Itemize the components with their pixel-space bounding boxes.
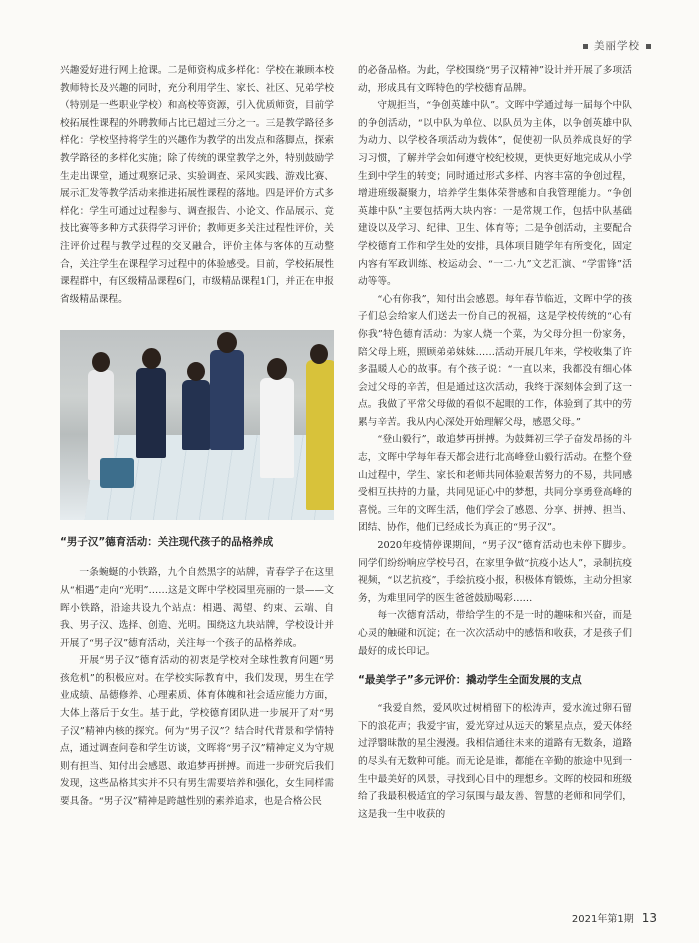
bullet-square-icon [646,44,651,49]
body-paragraph: 每一次德育活动，带给学生的不是一时的趣味和兴奋，而是心灵的触碰和沉淀；在一次次活动中的感悟和收获，才是孩子们最好的成长印记。 [358,610,632,657]
section-heading: “最美学子”多元评价：撬动学生全面发展的支点 [358,674,582,687]
left-column [60,62,334,811]
student-figure [260,378,294,478]
body-paragraph: 一条蜿蜒的小铁路，九个自然黑字的站牌，青春学子在这里从“相遇”走向“光明”……这是文晖中学校园里亮丽的一景——文晖小铁路，沿途共设九个站点：相遇、渴望、约束、云端、自我、男子汉、选择、创造、光明。围绕这九块站牌，学校设计并开展了“男子汉”德育活动，关注每一个孩子的品格养成。 [60,567,334,649]
section-title: 美丽学校 [594,40,640,52]
page-number: 13 [641,911,657,925]
student-figure [306,360,334,510]
body-paragraph: “登山毅行”，敢追梦再拼搏。为鼓舞初三学子奋发昂扬的斗志，文晖中学每年春天都会进行北高峰登山毅行活动。在整个登山过程中，学生、家长和老师共同体验艰苦努力的不易，共同感受相互扶持的力量，共同见证心中的梦想，共同分享勇登高峰的喜悦。三年的文晖生活，他们学会了感恩、分享、拼搏、担当、团结、协作，他们已经成长为真正的“男子汉”。 [358,434,632,534]
article-photo [60,330,334,520]
page-footer [572,910,657,925]
body-paragraph: 开展“男子汉”德育活动的初衷是学校对全球性教育问题“男孩危机”的积极应对。在学校实际教育中，我们发现，男生在学业成绩、品德修养、心理素质、体育体魄和社会适应能力方面，大体上落后于女生。基于此，学校德育团队进一步展开了对“男子汉”精神内核的探究。何为“男子汉”？结合时代背景和学情特点，通过调查问卷和学生访谈，文晖将“男子汉”精神定义为守规则有担当、知付出会感恩、敢追梦再拼搏。而进一步研究后我们发现，这些品格其实并不只有男生需要培养和强化，女生同样需要具备。“男子汉”精神是跨越性别的素养追求，也是合格公民 [60,655,334,808]
body-paragraph: 守规拒当，“争创英雄中队”。文晖中学通过每一届每个中队的争创活动，“以中队为单位、以队员为主体，以争创英雄中队为动力、以学校各项活动为载体”，促使初一队员养成良好的学习习惯，了解并学会如何遵守校纪校规，更快更好地完成从小学生到中学生的转变；同时通过形式多样、内容丰富的争创过程，增进班级凝聚力，培养学生集体荣誉感和自我管理能力。“争创英雄中队”主要包括两大块内容：一是常规工作，包括中队基础建设以及学习、纪律、卫生、体育等；二是争创活动，主要配合学校德育工作和学生处的安排，具体项目随学年有所变化，固定内容有军政训练、校运动会、“一二·九”文艺汇演、“学雷锋”活动等等。 [358,100,632,288]
student-figure [136,368,166,458]
student-figure [182,380,210,450]
bullet-square-icon [583,44,588,49]
right-column [358,62,632,823]
photo-caption: “男子汉”德育活动：关注现代孩子的品格养成 [60,536,274,549]
issue-label: 2021年第1期 [571,914,634,925]
section-header [577,38,657,53]
body-paragraph: “我爱自然，爱风吹过树梢留下的松涛声，爱水流过卵石留下的浪花声；我爱宇宙，爱光穿过从远天的繁星点点，爱天体经过浮翳昧散的星尘漫漫。我相信通往未来的道路有无数条，道路的尽头有无数种可能。而无论是谁，都能在辛勤的旅途中见到一生中最美好的风景，寻找到心目中的理想乡。文晖的校园和班级给了我最积极适宜的学习氛围与最友善、智慧的老师和同学们，这是我一生中收获的 [358,703,632,820]
robot-model [100,458,134,488]
student-figure [210,350,244,450]
body-paragraph: 2020年疫情停课期间，“男子汉”德育活动也未停下脚步。同学们纷纷响应学校号召，在家里争做“抗疫小达人”，录制抗疫视频，“以艺抗疫”，手绘抗疫小报，积极体育锻炼，主动分担家务，为难里同学的医生爸爸鼓励喝彩…… [358,540,632,604]
body-paragraph: 兴趣爱好进行网上抢课。二是师资构成多样化：学校在兼顾本校教师特长及兴趣的同时，充分利用学生、家长、社区、兄弟学校（特别是一些职业学校）和高校等资源，引入优质师资，目前学校拓展性课程的外聘教师占比已超过三分之一。三是教学路径多样化：学校坚持将学生的兴趣作为教学的出发点和落脚点，探索教学路径的多样化实施；除了传统的课堂教学之外，特别鼓励学生走出课堂，通过观察记录、实验调查、采风实践、游戏比赛、展示汇发等教学活动来推进拓展性课程的落地。四是评价方式多样化：学生可通过过程参与、调查报告、小论文、作品展示、竞技比赛等多种方式获得学习评价；教师更多关注过程性评价，关注评价过程与教学过程的交叉融合，评价主体与客体的互动整合，关注学生在课程学习过程中的体验感受。目前，学校拓展性课程群中，有区级精品课程6门，市级精品课程1门，并正在申报省级精品课程。 [60,65,334,305]
body-paragraph: 的必备品格。为此，学校围绕“男子汉精神”设计并开展了多项活动，形成具有文晖特色的学校德育品牌。 [358,65,632,94]
body-paragraph: “心有你我”，知付出会感恩。每年春节临近，文晖中学的孩子们总会给家人们送去一份自己的祝福，这是学校传统的“心有你我”特色德育活动：为家人烧一个菜，为父母分担一份家务，陪父母上班，照顾弟弟妹妹……活动开展几年来，学校收集了许多温暖人心的故事。有个孩子说：“一直以来，我都没有细心体会过父母的辛苦，但是通过这次活动，我终于深刻体会到了这一点。我做了平常父母做的看似不起眼的工作，体验到了其中的劳累与辛苦。我从内心深处开始理解父母，感恩父母。” [358,293,632,428]
